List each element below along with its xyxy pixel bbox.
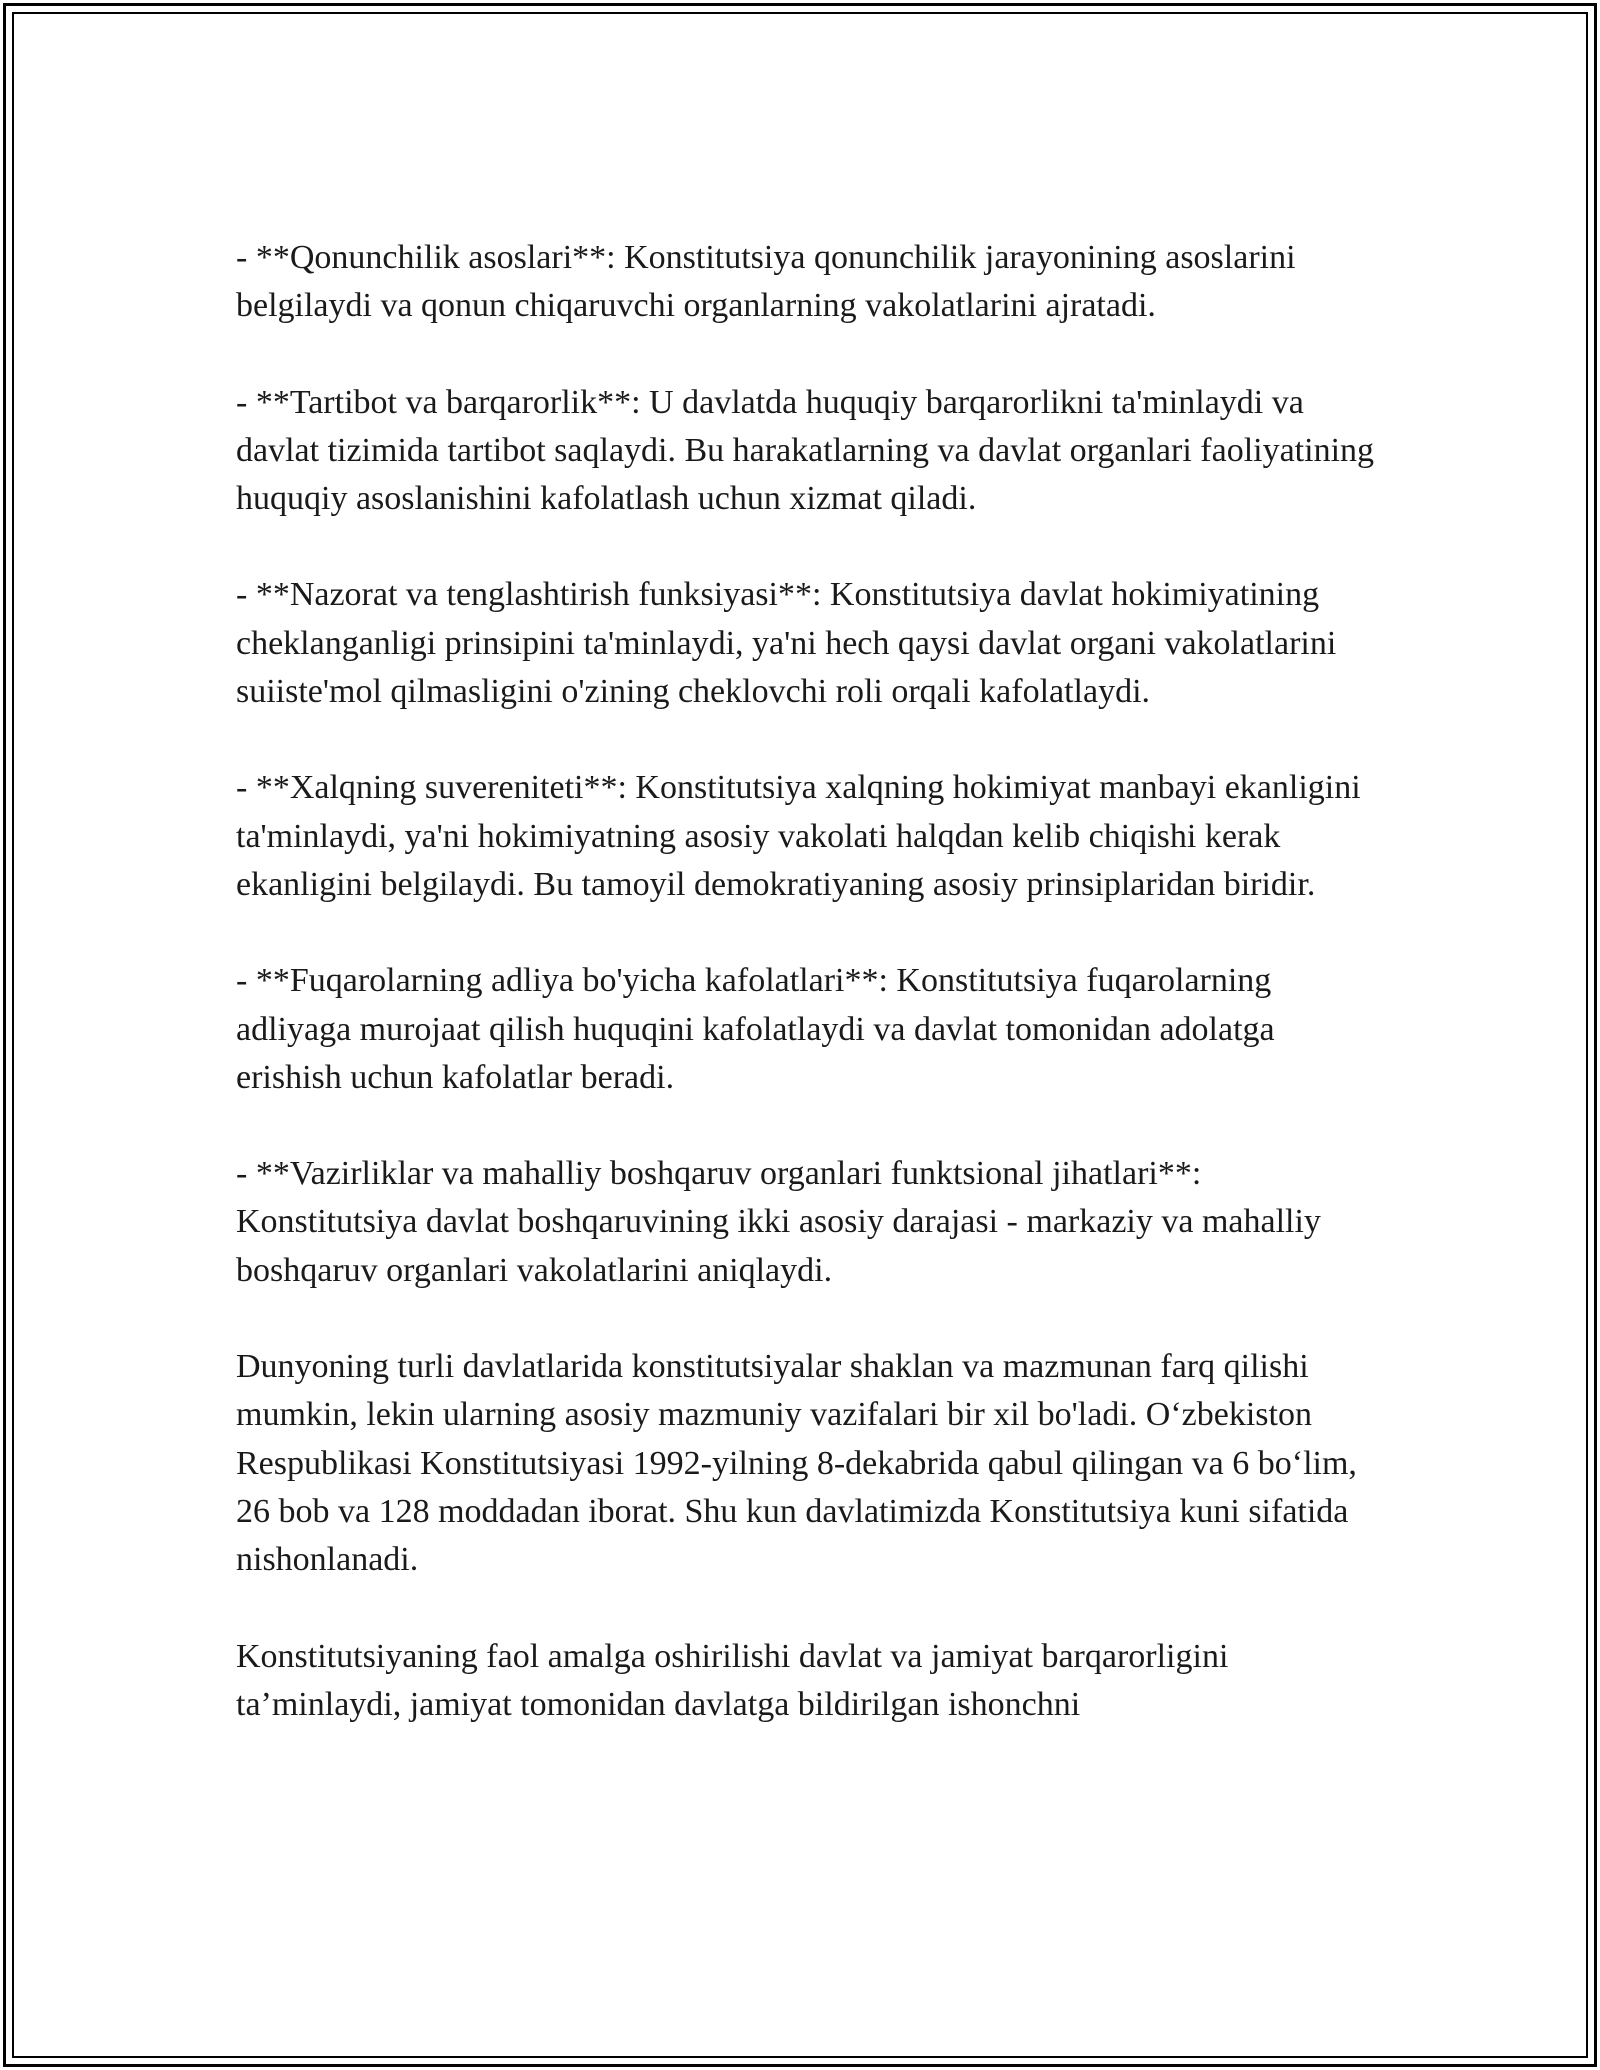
paragraph-citizen-justice: - **Fuqarolarning adliya bo'yicha kafolatlari**: Konstitutsiya fuqarolarning adliyaga murojaat qilish huquqini kafolatlaydi va davlat tomonidan adolatga erishish uchun kafolatlar beradi. [236,962,1275,1096]
paragraph-constitution-implementation: Konstitutsiyaning faol amalga oshirilishi davlat va jamiyat barqarorligini ta’minlaydi, jamiyat tomonidan davlatga bildirilgan ishonchni [236,1637,1229,1723]
paragraph-control-balance: - **Nazorat va tenglashtirish funksiyasi**: Konstitutsiya davlat hokimiyatining cheklanganligi prinsipini ta'minlaydi, ya'ni hech qaysi davlat organi vakolatlarini suiiste'mol qilmasligini o'zining cheklovchi roli orqali kafolatlaydi. [236,576,1337,711]
paragraph-legislation-basics: - **Qonunchilik asoslari**: Konstitutsiya qonunchilik jarayonining asoslarini belgilaydi va qonun chiqaruvchi organlarning vakolatlarini ajratadi. [236,239,1296,325]
paragraph-people-sovereignty: - **Xalqning suvereniteti**: Konstitutsiya xalqning hokimiyat manbayi ekanligini ta'minlaydi, ya'ni hokimiyatning asosiy vakolati halqdan kelib chiqishi kerak ekanligini belgilaydi. Bu tamoyil demokratiyaning asosiy prinsiplaridan biridir. [236,769,1361,903]
document-body [236,234,1376,1777]
paragraph-world-constitutions: Dunyoning turli davlatlarida konstitutsiyalar shaklan va mazmunan farq qilishi mumkin, lekin ularning asosiy mazmuniy vazifalari bir xil bo'ladi. O‘zbekiston Respublikasi Konstitutsiyasi 1992-yilning 8-dekabrida qabul qilingan va 6 bo‘lim, 26 bob va 128 moddadan iborat. Shu kun davlatimizda Konstitutsiya kuni sifatida nishonlanadi. [236,1348,1357,1579]
paragraph-ministries-local-government: - **Vazirliklar va mahalliy boshqaruv organlari funktsional jihatlari**: Konstitutsiya davlat boshqaruvining ikki asosiy darajasi - markaziy va mahalliy boshqaruv organlari vakolatlarini aniqlaydi. [236,1155,1321,1289]
paragraph-order-stability: - **Tartibot va barqarorlik**: U davlatda huquqiy barqarorlikni ta'minlaydi va davlat tizimida tartibot saqlaydi. Bu harakatlarning va davlat organlari faoliyatining huquqiy asoslanishini kafolatlash uchun xizmat qiladi. [236,383,1375,518]
